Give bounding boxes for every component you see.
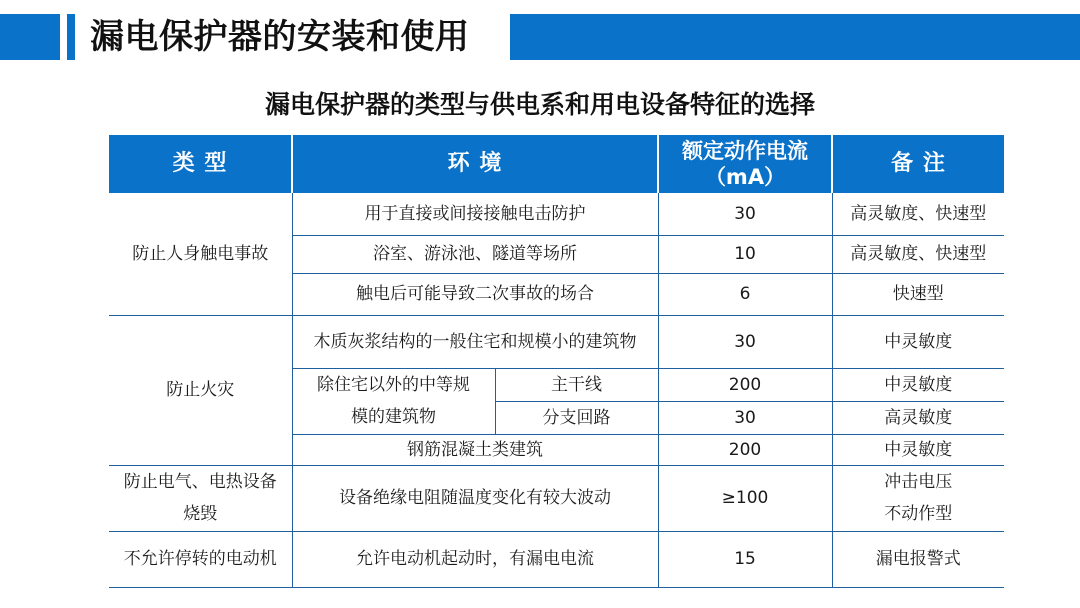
header-rated-current-line2: （mA） (704, 165, 786, 189)
environment-cell: 用于直接或间接接触电击防护 (292, 193, 658, 235)
header-remark: 备 注 (832, 135, 1004, 193)
environment-cell: 设备绝缘电阻随温度变化有较大波动 (292, 465, 658, 531)
environment-cell: 允许电动机起动时，有漏电电流 (292, 531, 658, 587)
header-rated-current (658, 135, 832, 193)
environment-cell: 触电后可能导致二次事故的场合 (292, 273, 658, 315)
remark-cell: 高灵敏度、快速型 (832, 193, 1004, 235)
current-cell: 6 (658, 273, 832, 315)
table-header-row (109, 135, 1004, 193)
remark-cell: 漏电报警式 (832, 531, 1004, 587)
slide-title: 漏电保护器的安装和使用 (90, 17, 470, 57)
table-row (109, 193, 1004, 235)
table-row (109, 315, 1004, 368)
current-cell: 200 (658, 368, 832, 401)
environment-line: 模的建筑物 (351, 407, 436, 427)
type-cell: 防止火灾 (109, 315, 292, 465)
title-band-notch (67, 14, 75, 60)
current-cell: 30 (658, 193, 832, 235)
rcd-selection-table (109, 135, 1004, 588)
sub-environment-cell: 主干线 (495, 368, 658, 401)
current-cell: 10 (658, 235, 832, 273)
table-row (109, 465, 1004, 531)
header-environment: 环 境 (292, 135, 658, 193)
environment-line: 除住宅以外的中等规 (317, 375, 470, 395)
environment-cell: 浴室、游泳池、隧道等场所 (292, 235, 658, 273)
current-cell: ≥100 (658, 465, 832, 531)
header-type: 类 型 (109, 135, 292, 193)
sub-environment-cell: 分支回路 (495, 401, 658, 434)
remark-cell (832, 465, 1004, 531)
current-cell: 30 (658, 401, 832, 434)
table-caption: 漏电保护器的类型与供电系和用电设备特征的选择 (264, 90, 815, 119)
current-cell: 15 (658, 531, 832, 587)
title-band-right (510, 14, 1080, 60)
header-rated-current-line1: 额定动作电流 (682, 139, 809, 163)
remark-cell: 中灵敏度 (832, 315, 1004, 368)
type-cell: 不允许停转的电动机 (109, 531, 292, 587)
type-cell (109, 465, 292, 531)
remark-cell: 高灵敏度、快速型 (832, 235, 1004, 273)
remark-cell: 中灵敏度 (832, 368, 1004, 401)
environment-cell: 钢筋混凝土类建筑 (292, 434, 658, 465)
current-cell: 30 (658, 315, 832, 368)
environment-cell-merged (292, 368, 495, 434)
title-band-left (0, 14, 60, 60)
remark-cell: 快速型 (832, 273, 1004, 315)
remark-line: 不动作型 (884, 504, 953, 524)
remark-cell: 高灵敏度 (832, 401, 1004, 434)
remark-line: 冲击电压 (884, 472, 953, 492)
type-cell: 防止人身触电事故 (109, 193, 292, 315)
table-row (109, 531, 1004, 587)
type-line: 烧毁 (183, 504, 218, 524)
type-line: 防止电气、电热设备 (123, 472, 277, 492)
remark-cell: 中灵敏度 (832, 434, 1004, 465)
current-cell: 200 (658, 434, 832, 465)
environment-cell: 木质灰浆结构的一般住宅和规模小的建筑物 (292, 315, 658, 368)
